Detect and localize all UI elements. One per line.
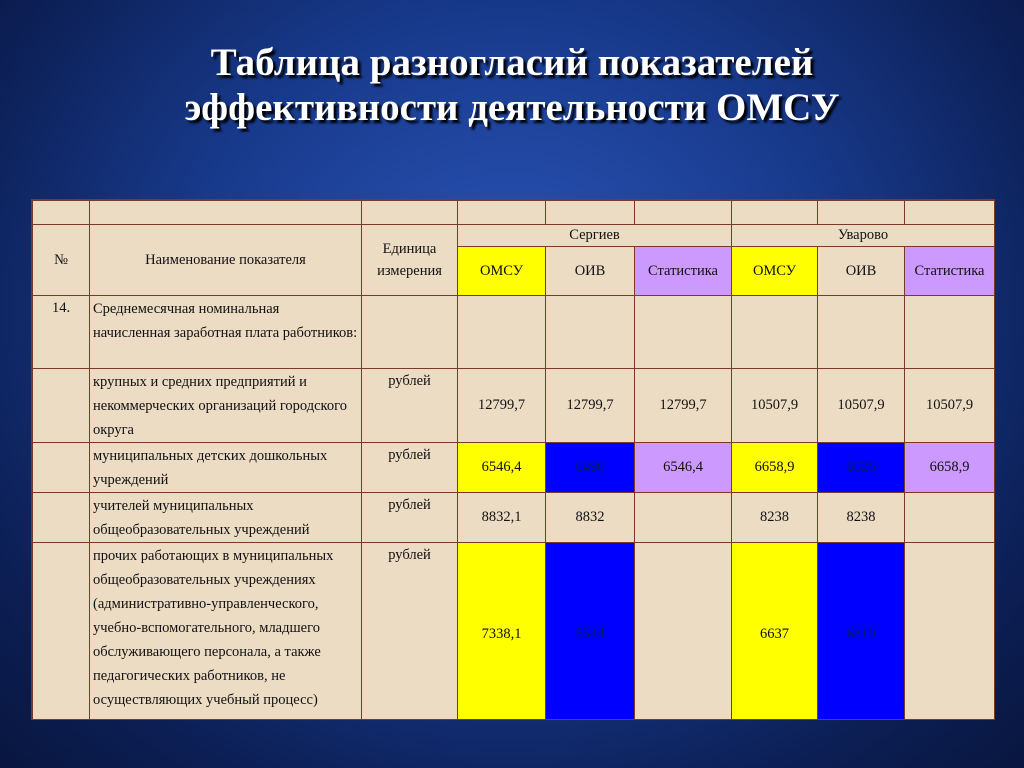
row-value: 6658,9 bbox=[732, 443, 818, 493]
header-num: № bbox=[33, 225, 90, 296]
row-name: Среднемесячная номинальная начисленная заработная плата работников: bbox=[90, 296, 362, 369]
data-table-container bbox=[31, 199, 995, 720]
table-row bbox=[33, 543, 995, 721]
table-cell bbox=[905, 201, 995, 225]
row-value: 6546,4 bbox=[635, 443, 732, 493]
row-unit bbox=[362, 296, 458, 369]
title-line-1: Таблица разногласий показателей bbox=[210, 41, 814, 84]
row-value bbox=[905, 296, 995, 369]
row-num bbox=[33, 543, 90, 721]
table-row bbox=[33, 369, 995, 443]
row-num bbox=[33, 493, 90, 543]
table-cell bbox=[546, 201, 635, 225]
row-unit: рублей bbox=[362, 543, 458, 721]
table-cell bbox=[362, 201, 458, 225]
table-cell bbox=[458, 201, 546, 225]
table-cell bbox=[732, 201, 818, 225]
header-unit: Единица измерения bbox=[362, 225, 458, 296]
row-value: 8832,1 bbox=[458, 493, 546, 543]
header-col-omsu-1: ОМСУ bbox=[458, 247, 546, 296]
row-value: 8238 bbox=[818, 493, 905, 543]
header-col-oiv-1: ОИВ bbox=[546, 247, 635, 296]
row-value: 6546,4 bbox=[458, 443, 546, 493]
title-line-2: эффективности деятельности ОМСУ bbox=[184, 86, 840, 129]
row-value: 8832 bbox=[546, 493, 635, 543]
row-value bbox=[732, 296, 818, 369]
row-unit: рублей bbox=[362, 493, 458, 543]
row-value bbox=[905, 493, 995, 543]
row-value: 10507,9 bbox=[732, 369, 818, 443]
row-value bbox=[905, 543, 995, 721]
row-value: 6658,9 bbox=[905, 443, 995, 493]
table-row-spacer bbox=[33, 201, 995, 225]
table-header-row-1 bbox=[33, 225, 995, 247]
slide-title bbox=[0, 40, 1024, 130]
row-num: 14. bbox=[33, 296, 90, 369]
row-value: 6626 bbox=[818, 443, 905, 493]
row-value: 12799,7 bbox=[546, 369, 635, 443]
row-value bbox=[458, 296, 546, 369]
table-cell bbox=[818, 201, 905, 225]
row-value bbox=[635, 296, 732, 369]
row-name: прочих работающих в муниципальных общеобразовательных учреждениях (административно-управленческого, учебно-вспомогательного, младшего обслуживающего персонала, а также педагогических работников, не осуществляющих учебный процесс) bbox=[90, 543, 362, 721]
header-col-omsu-2: ОМСУ bbox=[732, 247, 818, 296]
row-unit: рублей bbox=[362, 369, 458, 443]
table-row bbox=[33, 443, 995, 493]
row-unit: рублей bbox=[362, 443, 458, 493]
header-group-sergiev: Сергиев bbox=[458, 225, 732, 247]
row-value: 12799,7 bbox=[635, 369, 732, 443]
row-num bbox=[33, 369, 90, 443]
row-value bbox=[818, 296, 905, 369]
row-num bbox=[33, 443, 90, 493]
row-value: 5544 bbox=[546, 543, 635, 721]
row-name: крупных и средних предприятий и некоммерческих организаций городского округа bbox=[90, 369, 362, 443]
row-value: 6490 bbox=[546, 443, 635, 493]
header-col-stat-1: Статистика bbox=[635, 247, 732, 296]
row-value: 12799,7 bbox=[458, 369, 546, 443]
header-name: Наименование показателя bbox=[90, 225, 362, 296]
header-col-stat-2: Статистика bbox=[905, 247, 995, 296]
row-value: 10507,9 bbox=[905, 369, 995, 443]
table-row bbox=[33, 296, 995, 369]
row-value: 8238 bbox=[732, 493, 818, 543]
row-value: 6637 bbox=[732, 543, 818, 721]
row-value bbox=[635, 543, 732, 721]
data-table bbox=[32, 200, 995, 720]
table-cell bbox=[90, 201, 362, 225]
row-value: 10507,9 bbox=[818, 369, 905, 443]
table-row bbox=[33, 493, 995, 543]
header-col-oiv-2: ОИВ bbox=[818, 247, 905, 296]
row-value: 7338,1 bbox=[458, 543, 546, 721]
row-name: учителей муниципальных общеобразовательных учреждений bbox=[90, 493, 362, 543]
row-value bbox=[635, 493, 732, 543]
table-cell bbox=[33, 201, 90, 225]
row-value: 6810 bbox=[818, 543, 905, 721]
table-cell bbox=[635, 201, 732, 225]
row-value bbox=[546, 296, 635, 369]
header-group-uvarovo: Уварово bbox=[732, 225, 995, 247]
row-name: муниципальных детских дошкольных учреждений bbox=[90, 443, 362, 493]
